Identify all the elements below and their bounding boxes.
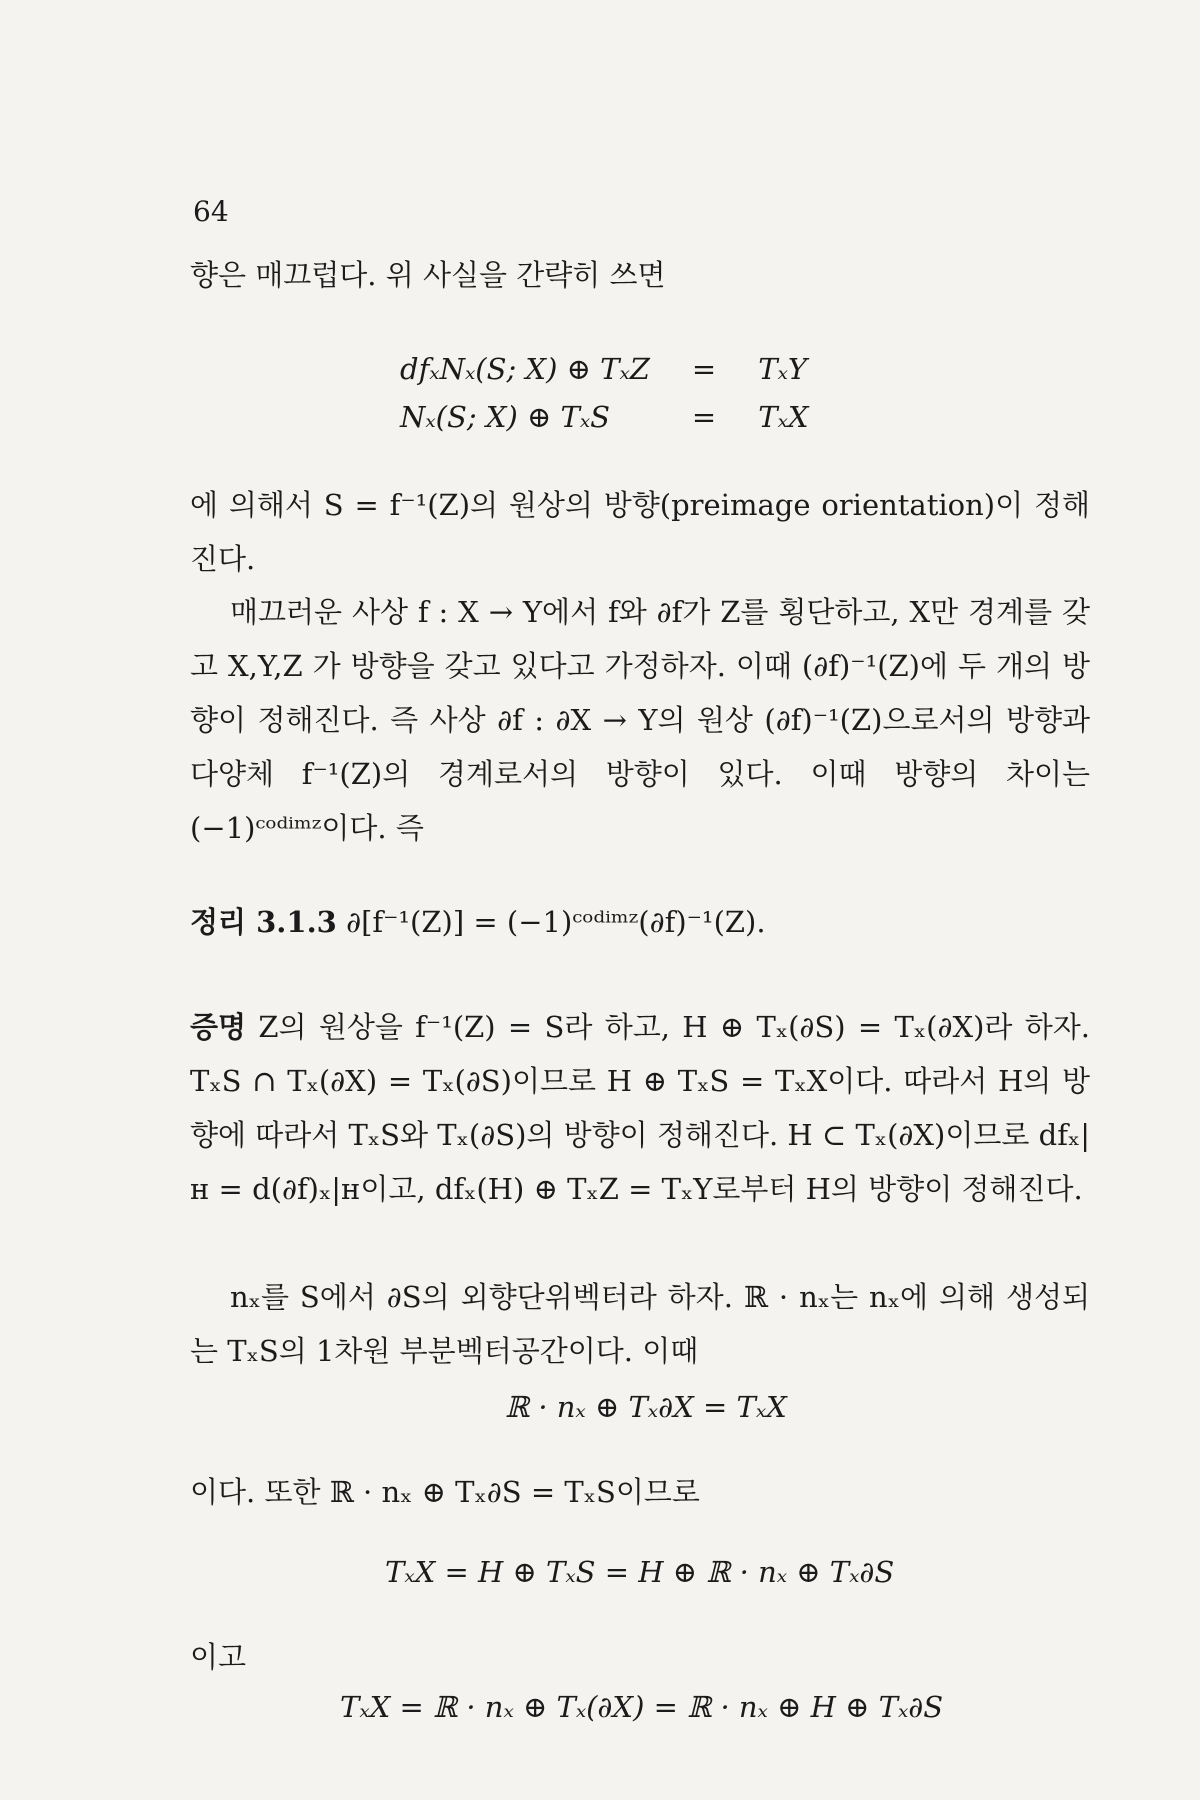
equals-sign: = — [691, 352, 717, 386]
equation-5: TₓX = ℝ · nₓ ⊕ Tₓ(∂X) = ℝ · nₓ ⊕ H ⊕ Tₓ∂S — [340, 1690, 944, 1724]
equation-row — [400, 400, 809, 448]
equation-lhs: Nₓ(S; X) ⊕ TₓS — [400, 400, 611, 434]
page-number: 64 — [193, 195, 229, 228]
paragraph-and: 이고 — [190, 1640, 247, 1674]
theorem-block — [190, 895, 1090, 949]
paragraph-preimage-orientation: 에 의해서 S = f⁻¹(Z)의 원상의 방향(preimage orientation)이 정해진다. — [190, 488, 1090, 576]
equals-sign: = — [691, 400, 717, 434]
paragraph-outward-normal: nₓ를 S에서 ∂S의 외향단위벡터라 하자. ℝ · nₓ는 nₓ에 의해 생성되는 TₓS의 1차원 부분벡터공간이다. 이때 — [190, 1280, 1090, 1368]
equation-block-top — [400, 352, 809, 448]
equation-4: TₓX = H ⊕ TₓS = H ⊕ ℝ · nₓ ⊕ Tₓ∂S — [385, 1555, 895, 1589]
equation-rhs: TₓX — [758, 400, 809, 434]
paragraph-boundary-orientation: 매끄러운 사상 f : X → Y에서 f와 ∂f가 Z를 횡단하고, X만 경계를 갖고 X,Y,Z 가 방향을 갖고 있다고 가정하자. 이때 (∂f)⁻¹(Z)에 두 개의 방향이 정해진다. 즉 사상 ∂f : ∂X → Y의 원상 (∂f)⁻¹(Z)으로서의 방향과 다양체 f⁻¹(Z)의 경계로서의 방향이 있다. 이때 방향의 차이는 (−1)ᶜᵒᵈⁱᵐᶻ이다. 즉 — [190, 595, 1090, 845]
paragraph-also: 이다. 또한 ℝ · nₓ ⊕ Tₓ∂S = TₓS이므로 — [190, 1475, 700, 1509]
proof-label: 증명 — [190, 1010, 247, 1044]
equation-row — [400, 352, 809, 400]
equation-lhs: dfₓNₓ(S; X) ⊕ TₓZ — [400, 352, 650, 386]
theorem-statement: ∂[f⁻¹(Z)] = (−1)ᶜᵒᵈⁱᵐᶻ(∂f)⁻¹(Z). — [346, 905, 766, 939]
proof-block — [190, 1000, 1090, 1216]
proof-text: Z의 원상을 f⁻¹(Z) = S라 하고, H ⊕ Tₓ(∂S) = Tₓ(∂X)라 하자. TₓS ∩ Tₓ(∂X) = Tₓ(∂S)이므로 H ⊕ TₓS = TₓX이다. 따라서 H의 방향에 따라서 TₓS와 Tₓ(∂S)의 방향이 정해진다. H ⊂ Tₓ(∂X)이므로 dfₓ|ʜ = d(∂f)ₓ|ʜ이고, dfₓ(H) ⊕ TₓZ = TₓY로부터 H의 방향이 정해진다. — [190, 1010, 1090, 1206]
theorem-label: 정리 3.1.3 — [190, 905, 337, 939]
equation-rhs: TₓY — [758, 352, 808, 386]
equation-3: ℝ · nₓ ⊕ Tₓ∂X = TₓX — [505, 1390, 787, 1424]
paragraph-intro: 향은 매끄럽다. 위 사실을 간략히 쓰면 — [190, 258, 666, 292]
